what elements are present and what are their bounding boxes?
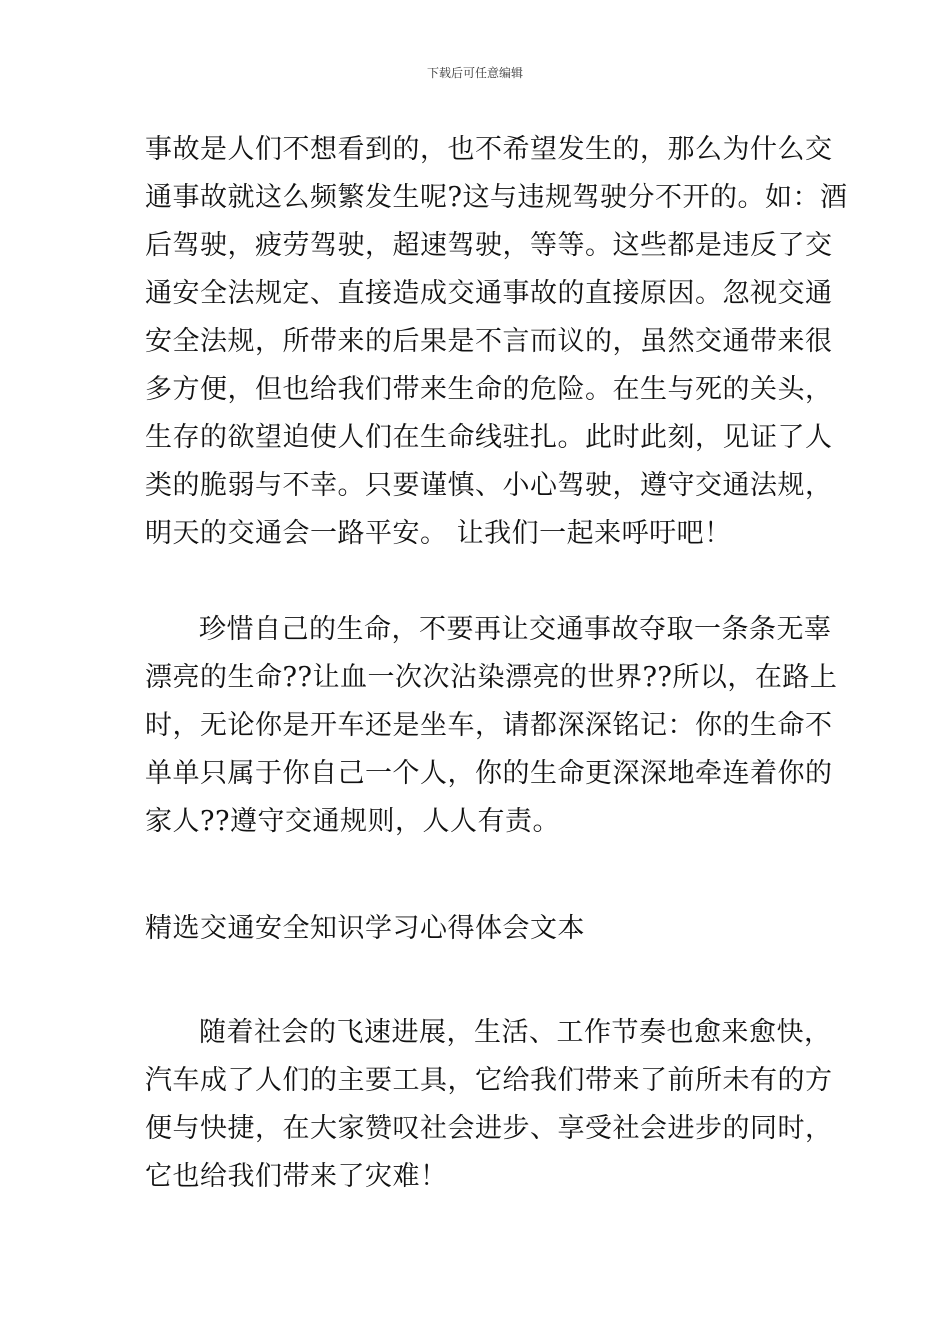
paragraph-line: 多方便，但也给我们带来生命的危险。在生与死的关头， — [145, 374, 833, 405]
paragraph-line: 单单只属于你自己一个人，你的生命更深深地牵连着你的 — [145, 758, 833, 789]
paragraph-line: 通安全法规定、直接造成交通事故的直接原因。忽视交通 — [145, 278, 833, 309]
paragraph-line: 安全法规，所带来的后果是不言而议的，虽然交通带来很 — [145, 326, 833, 357]
page-header: 下载后可任意编辑 — [426, 66, 523, 80]
paragraph-line: 明天的交通会一路平安。 让我们一起来呼吁吧！ — [145, 518, 732, 549]
paragraph-line: 类的脆弱与不幸。只要谨慎、小心驾驶，遵守交通法规， — [145, 470, 833, 501]
paragraph-line: 后驾驶，疲劳驾驶，超速驾驶，等等。这些都是违反了交 — [145, 230, 833, 261]
paragraph-line: 它也给我们带来了灾难！ — [145, 1161, 448, 1192]
paragraph-line: 通事故就这么频繁发生呢?这与违规驾驶分不开的。如：酒 — [145, 182, 848, 213]
paragraph-line: 事故是人们不想看到的，也不希望发生的，那么为什么交 — [145, 134, 833, 165]
paragraph-line: 随着社会的飞速进展，生活、工作节奏也愈来愈快， — [199, 1017, 832, 1048]
section-title: 精选交通安全知识学习心得体会文本 — [145, 913, 585, 944]
paragraph-line: 家人??遵守交通规则，人人有责。 — [145, 806, 560, 837]
paragraph-line: 便与快捷，在大家赞叹社会进步、享受社会进步的同时， — [145, 1113, 833, 1144]
paragraph-line: 时，无论你是开车还是坐车，请都深深铭记：你的生命不 — [145, 710, 833, 741]
paragraph-line: 生存的欲望迫使人们在生命线驻扎。此时此刻，见证了人 — [145, 422, 833, 453]
paragraph-line: 漂亮的生命??让血一次次沾染漂亮的世界??所以，在路上 — [145, 662, 838, 693]
paragraph-line: 珍惜自己的生命，不要再让交通事故夺取一条条无辜 — [199, 614, 832, 645]
paragraph-line: 汽车成了人们的主要工具，它给我们带来了前所未有的方 — [145, 1065, 833, 1096]
